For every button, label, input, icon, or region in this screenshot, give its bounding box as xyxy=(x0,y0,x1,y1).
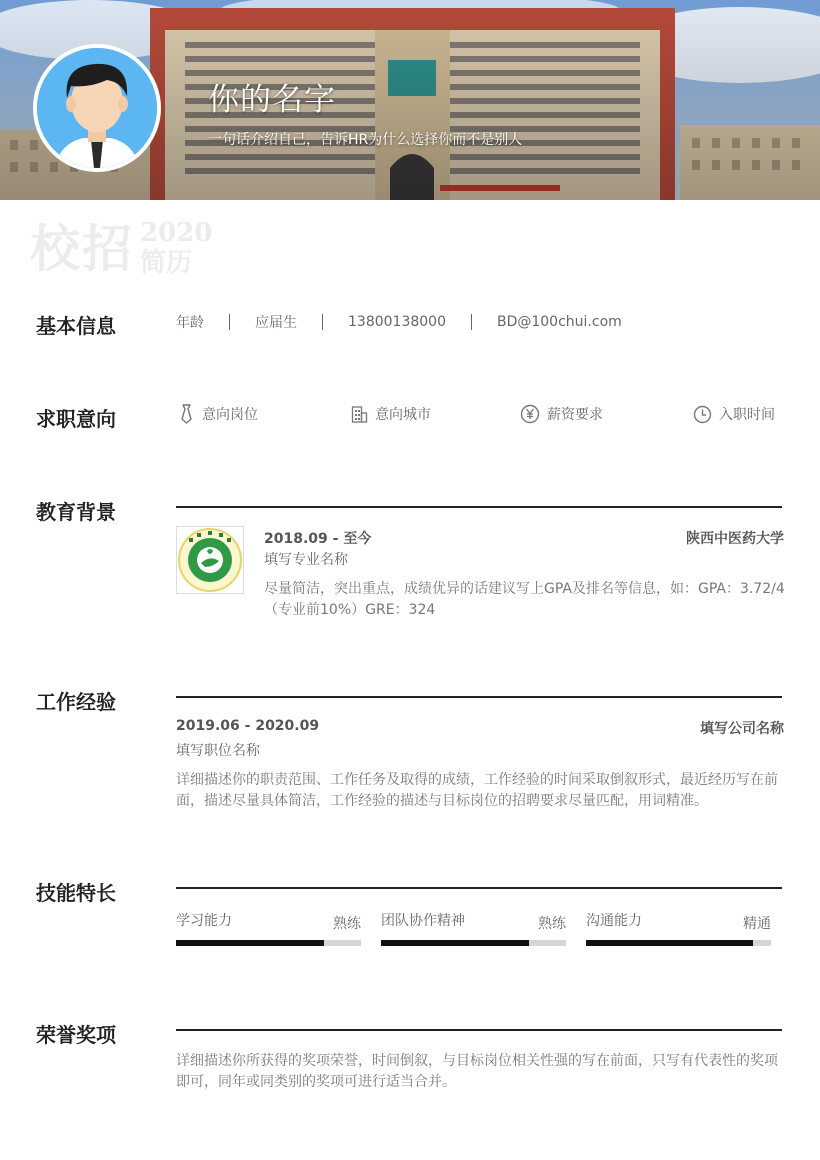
avatar xyxy=(33,44,161,172)
section-title-honors: 荣誉奖项 xyxy=(36,1023,116,1047)
building-icon xyxy=(351,405,368,423)
intent-start-time xyxy=(693,404,775,424)
basic-age: 年龄 xyxy=(176,315,204,331)
section-title-education: 教育背景 xyxy=(36,500,116,524)
clock-icon xyxy=(693,405,712,424)
watermark-year: 2020 xyxy=(140,218,213,248)
work-description: 详细描述你的职责范围、工作任务及取得的成绩，工作经验的时间采取倒叙形式，最近经历写在前面，描述尽量具体简洁，工作经验的描述与目标岗位的招聘要求尽量匹配，用词精准。 xyxy=(176,772,778,809)
intent-position-label: 意向岗位 xyxy=(202,407,258,423)
skill-name: 学习能力 xyxy=(176,913,232,929)
work-date: 2019.06 - 2020.09 xyxy=(176,718,320,734)
intent-salary-label: 薪资要求 xyxy=(547,407,603,423)
intent-position xyxy=(178,404,258,424)
profile-avatar-icon xyxy=(37,48,157,168)
skill-level: 精通 xyxy=(743,916,771,932)
education-description: 尽量简洁，突出重点，成绩优异的话建议写上GPA及排名等信息，如：GPA：3.72/4（专业前10%）GRE：324 xyxy=(264,581,785,618)
basic-info-row xyxy=(176,312,622,332)
section-title-intent: 求职意向 xyxy=(36,407,116,431)
section-rule xyxy=(176,506,782,508)
basic-phone: 13800138000 xyxy=(348,314,446,330)
honors-description: 详细描述你所获得的奖项荣誉，时间倒叙，与目标岗位相关性强的写在前面，只写有代表性的奖项即可，同年或同类别的奖项可进行适当合并。 xyxy=(176,1053,778,1090)
skill-bar-track xyxy=(381,940,566,946)
tie-icon xyxy=(178,404,195,424)
candidate-name: 你的名字 xyxy=(208,82,336,118)
section-title-skills: 技能特长 xyxy=(36,881,116,905)
section-title-work: 工作经验 xyxy=(36,690,116,714)
skill-level: 熟练 xyxy=(538,916,566,932)
skill-bar-fill xyxy=(586,940,753,946)
divider xyxy=(322,314,323,330)
skill-bar-track xyxy=(586,940,771,946)
education-date: 2018.09 - 至今 xyxy=(264,531,372,547)
skill-name: 团队协作精神 xyxy=(381,913,465,929)
basic-email: BD@100chui.com xyxy=(496,314,622,330)
skill-item xyxy=(586,910,771,948)
section-title-basic: 基本信息 xyxy=(36,314,116,338)
basic-status: 应届生 xyxy=(255,315,297,331)
skill-item xyxy=(176,910,361,948)
header-banner xyxy=(0,0,820,200)
skill-bar-fill xyxy=(176,940,324,946)
work-company: 填写公司名称 xyxy=(700,721,784,737)
education-major: 填写专业名称 xyxy=(264,552,348,568)
intent-city-label: 意向城市 xyxy=(375,407,431,423)
university-logo xyxy=(176,526,244,594)
yuan-icon xyxy=(520,404,540,424)
section-rule xyxy=(176,887,782,889)
divider xyxy=(471,314,472,330)
watermark-big-text: 校招 xyxy=(30,219,134,278)
skill-name: 沟通能力 xyxy=(586,913,642,929)
divider xyxy=(229,314,230,330)
education-school: 陕西中医药大学 xyxy=(686,531,784,547)
intent-salary xyxy=(520,404,603,424)
candidate-intro: 一句话介绍自己，告诉HR为什么选择你而不是别人 xyxy=(208,132,523,148)
university-seal-icon xyxy=(177,527,243,593)
skill-level: 熟练 xyxy=(333,916,361,932)
intent-city xyxy=(351,404,431,424)
skill-item xyxy=(381,910,566,948)
skill-bar-fill xyxy=(381,940,529,946)
section-rule xyxy=(176,696,782,698)
intent-start-time-label: 入职时间 xyxy=(719,407,775,423)
section-rule xyxy=(176,1029,782,1031)
watermark-sub-text: 简历 xyxy=(140,248,193,278)
skill-bar-track xyxy=(176,940,361,946)
work-position: 填写职位名称 xyxy=(176,743,260,759)
